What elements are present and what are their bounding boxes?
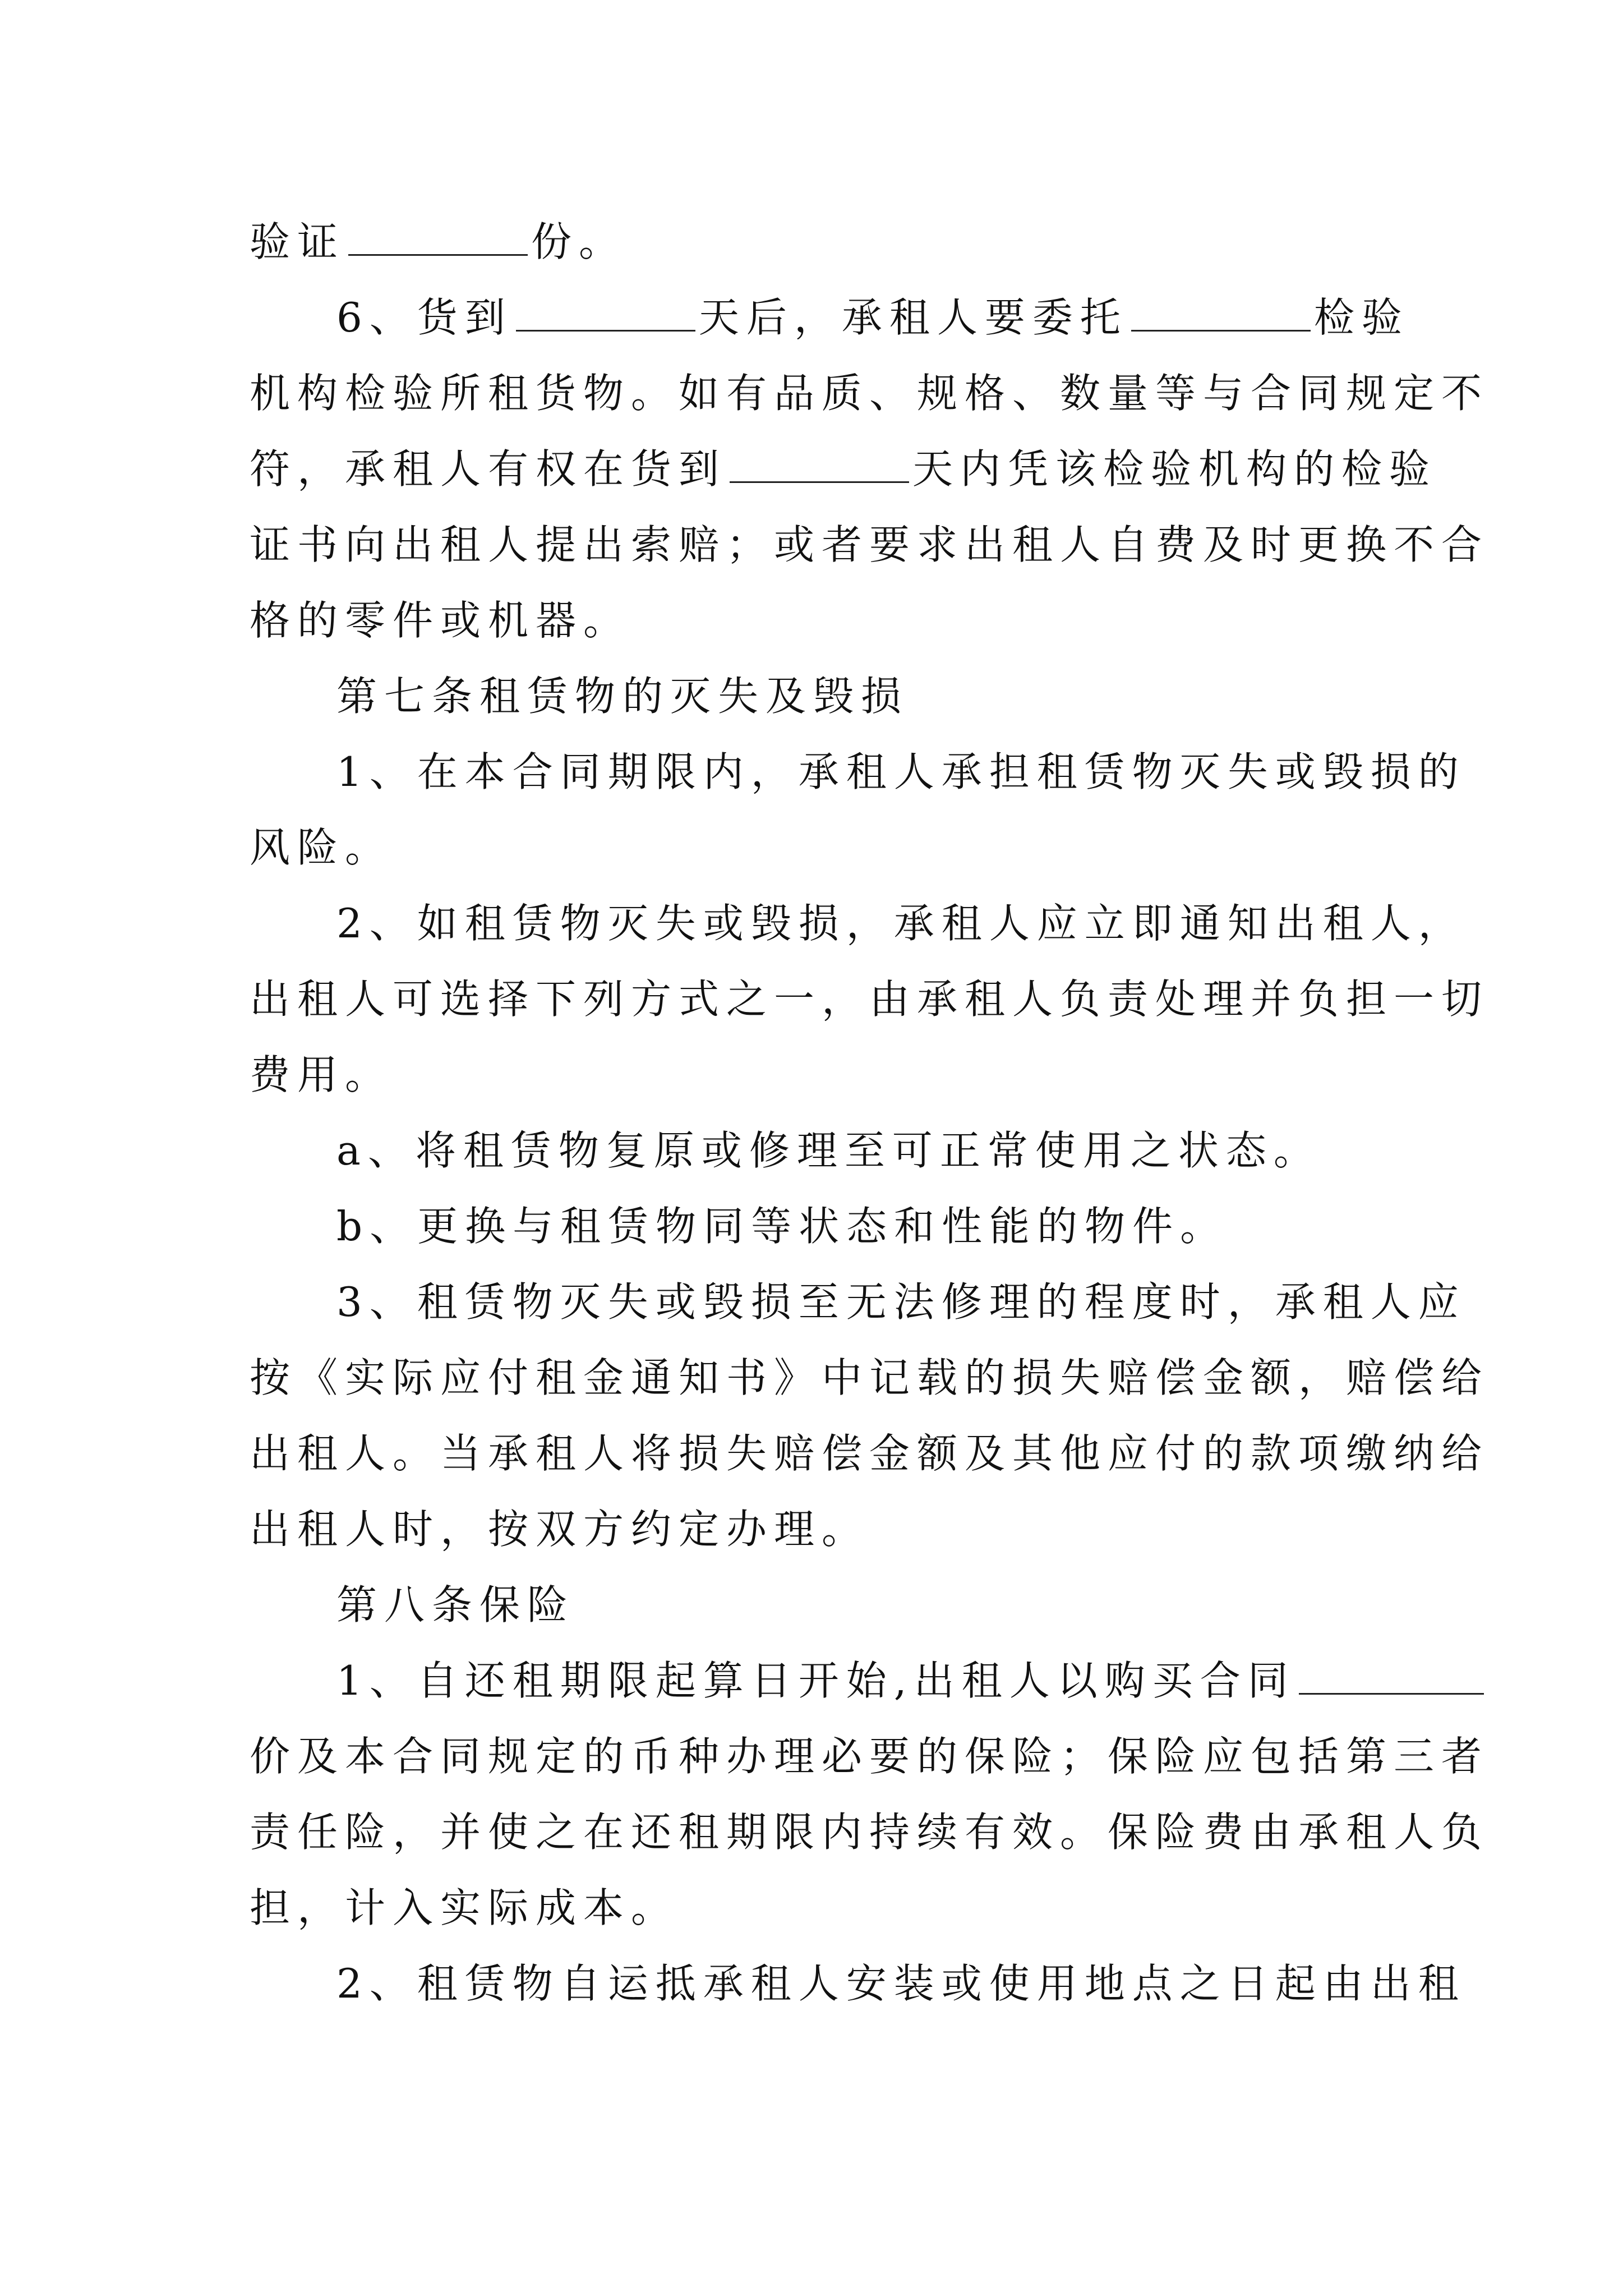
text-line <box>250 1884 679 1931</box>
text-segment: 第七条租赁物的灭失及毁损 <box>336 673 909 720</box>
text-line <box>250 976 1490 1023</box>
text-line <box>250 370 1490 417</box>
text-segment: 按《实际应付租金通知书》中记载的损失赔偿金额，赔偿给 <box>250 1354 1490 1401</box>
text-segment: 担，计入实际成本。 <box>250 1884 679 1931</box>
text-segment: 2、如租赁物灭失或毁损，承租人应立即通知出租人， <box>336 900 1466 947</box>
fill-in-blank <box>730 479 909 483</box>
text-segment: 价及本合同规定的币种办理必要的保险；保险应包括第三者 <box>250 1733 1490 1780</box>
section-heading <box>336 673 909 720</box>
text-line <box>336 1127 1321 1174</box>
fill-in-blank <box>348 252 528 256</box>
text-line <box>250 1051 393 1098</box>
text-line <box>250 445 1437 493</box>
text-line <box>336 900 1466 947</box>
text-segment: 3、租赁物灭失或毁损至无法修理的程度时，承租人应 <box>336 1278 1466 1326</box>
text-segment: 天后，承租人要委托 <box>698 294 1128 341</box>
text-line <box>250 1430 1490 1477</box>
text-segment: 天内凭该检验机构的检验 <box>912 445 1437 493</box>
text-line <box>250 597 631 644</box>
text-segment: 格的零件或机器。 <box>250 597 631 644</box>
text-segment: 费用。 <box>250 1051 393 1098</box>
text-segment: 2、租赁物自运抵承租人安装或使用地点之日起由出租 <box>336 1960 1466 2007</box>
text-line <box>250 1733 1490 1780</box>
text-line <box>250 824 393 871</box>
text-line <box>250 1506 870 1553</box>
text-line <box>250 521 1490 568</box>
text-segment: 出租人可选择下列方式之一，由承租人负责处理并负担一切 <box>250 976 1490 1023</box>
text-segment: a、将租赁物复原或修理至可正常使用之状态。 <box>336 1127 1321 1174</box>
text-line <box>336 294 1409 341</box>
fill-in-blank <box>1131 328 1311 332</box>
text-line <box>250 218 627 265</box>
text-segment: 第八条保险 <box>336 1581 575 1628</box>
text-segment: 符，承租人有权在货到 <box>250 445 727 493</box>
text-segment: 检验 <box>1313 294 1409 341</box>
section-heading <box>336 1581 575 1628</box>
text-line <box>336 1203 1228 1250</box>
fill-in-blank <box>1299 1691 1484 1695</box>
text-line <box>336 748 1466 795</box>
text-segment: 出租人时，按双方约定办理。 <box>250 1506 870 1553</box>
text-line <box>250 1809 1490 1856</box>
text-segment: 验证 <box>250 218 345 265</box>
text-line <box>336 1960 1466 2007</box>
text-segment: 机构检验所租货物。如有品质、规格、数量等与合同规定不 <box>250 370 1490 417</box>
text-segment: 证书向出租人提出索赔；或者要求出租人自费及时更换不合 <box>250 521 1490 568</box>
text-segment: 6、货到 <box>336 294 513 341</box>
text-segment: 1、自还租期限起算日开始,出租人以购买合同 <box>336 1657 1295 1704</box>
text-line <box>250 1354 1490 1401</box>
text-segment: 份。 <box>531 218 627 265</box>
text-segment: b、更换与租赁物同等状态和性能的物件。 <box>336 1203 1228 1250</box>
fill-in-blank <box>516 328 695 332</box>
text-segment: 1、在本合同期限内，承租人承担租赁物灭失或毁损的 <box>336 748 1466 795</box>
text-segment: 出租人。当承租人将损失赔偿金额及其他应付的款项缴纳给 <box>250 1430 1490 1477</box>
text-line <box>336 1278 1466 1326</box>
text-line <box>336 1657 1487 1704</box>
text-segment: 风险。 <box>250 824 393 871</box>
text-segment: 责任险，并使之在还租期限内持续有效。保险费由承租人负 <box>250 1809 1490 1856</box>
